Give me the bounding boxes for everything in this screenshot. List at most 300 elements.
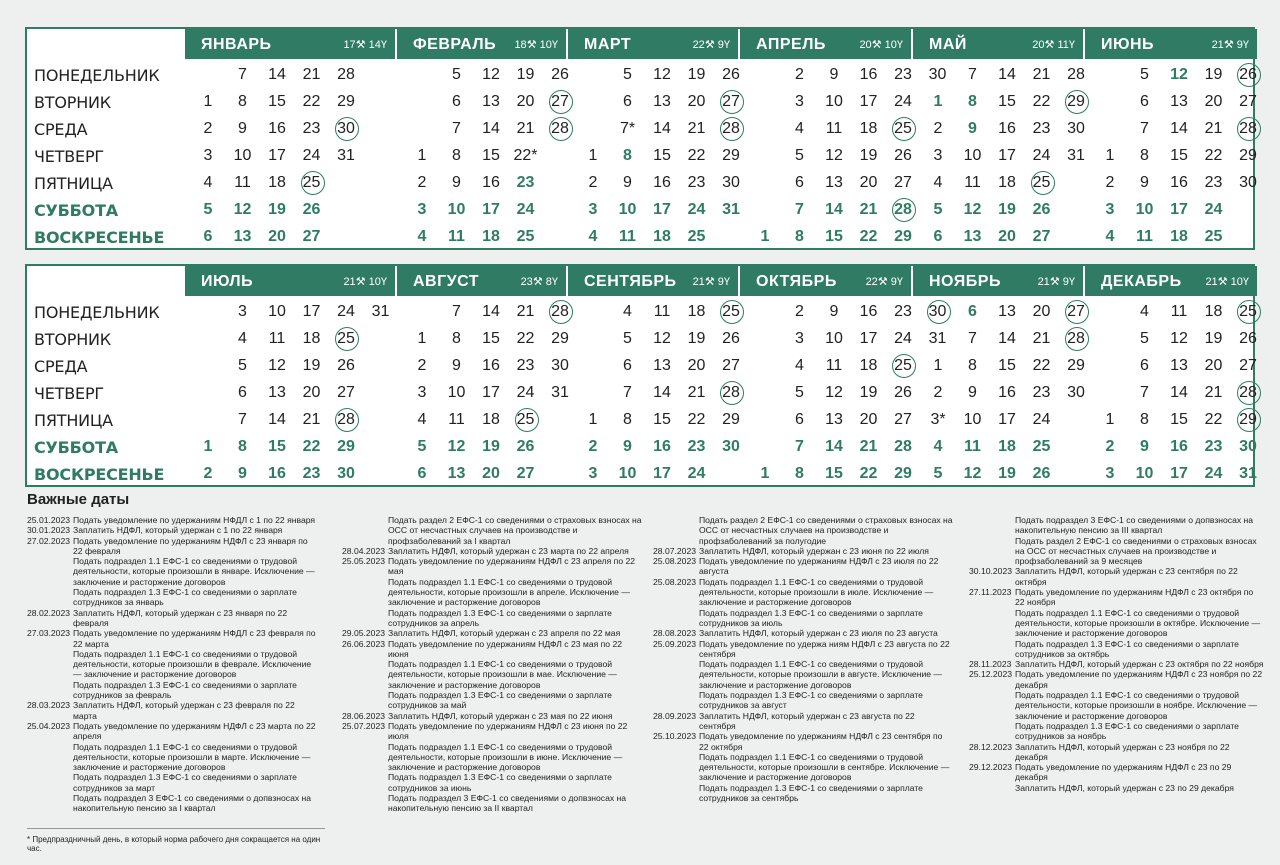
calendar-day: 24 <box>516 384 535 401</box>
entry-date <box>653 690 699 711</box>
off-days-number: 9 <box>1236 39 1243 51</box>
calendar-day: 2 <box>417 357 427 374</box>
important-date-entry <box>342 608 642 629</box>
calendar-day: 29 <box>894 228 912 245</box>
entry-date: 25.09.2023 <box>653 638 697 649</box>
calendar-day: 20 <box>302 384 321 401</box>
calendar-day: 16 <box>859 303 878 320</box>
calendar-day: 27 <box>337 384 355 401</box>
entry-text: Подать раздел 2 ЕФС-1 со сведениями о страховых взносах на ОСС от несчастных случаев на производстве и профзаболеваний за полугодие <box>699 515 953 546</box>
glass-icon: Ү <box>896 39 903 51</box>
hammer-icon: ⚒ <box>1223 39 1234 51</box>
entry-text: Подать подраздел 1.1 ЕФС-1 со сведениями о трудовой деятельности, которые произошли в апреле. Исключение — заключение и расторжение договоров <box>388 576 630 608</box>
entry-date <box>969 536 1015 567</box>
entry-text: Заплатить НДФЛ, который удержан с 23 февраля по 22 марта <box>73 700 295 721</box>
entry-text: Подать уведомление по удержаниям НДФЛ с 23 октября по 22 ноября <box>1015 587 1254 608</box>
calendar-day: 13 <box>653 357 671 374</box>
calendar-day: 26 <box>337 357 355 374</box>
calendar-day: 12 <box>447 438 466 455</box>
off-days-number: 9 <box>717 276 724 288</box>
entry-date <box>342 742 388 773</box>
calendar-day: 3 <box>795 330 804 347</box>
calendar-day: 4 <box>795 357 804 374</box>
calendar-day: 30 <box>923 302 953 322</box>
calendar-day: 25 <box>1027 173 1057 193</box>
entry-date <box>969 690 1015 721</box>
calendar-day: 26 <box>302 201 321 218</box>
calendar-day: 5 <box>623 66 632 83</box>
entry-date <box>969 721 1015 742</box>
calendar-day: 27 <box>545 92 575 112</box>
calendar-day: 16 <box>1170 438 1188 455</box>
important-date-entry <box>969 659 1264 669</box>
calendar-day: 30 <box>928 66 947 83</box>
calendar-day: 15 <box>268 93 286 110</box>
calendar-day: 20 <box>1032 303 1051 320</box>
calendar-day: 2 <box>795 303 804 320</box>
entry-date <box>969 515 1015 536</box>
calendar-day: 5 <box>452 66 461 83</box>
weekday-label: ВОСКРЕСЕНЬЕ <box>34 228 165 247</box>
calendar-day: 27 <box>516 465 535 482</box>
entry-date <box>27 793 73 814</box>
month-header <box>185 29 395 59</box>
important-date-entry <box>969 515 1264 536</box>
calendar-day: 8 <box>968 357 977 374</box>
calendar-day: 12 <box>482 66 500 83</box>
calendar-day: 24 <box>1032 147 1051 164</box>
important-date-entry <box>342 659 642 690</box>
entry-date: 28.12.2023 <box>969 741 1013 752</box>
calendar-day: 19 <box>1204 66 1223 83</box>
entry-text: Подать уведомление по удержаниям НДФЛ с 23 ноября по 22 декабря <box>1015 669 1263 690</box>
important-date-entry <box>342 690 642 711</box>
calendar-day: 9 <box>623 174 632 191</box>
important-date-entry <box>342 793 642 814</box>
weekday-label: СУББОТА <box>34 438 118 457</box>
calendar-day: 20 <box>859 174 878 191</box>
calendar-day: 10 <box>618 465 637 482</box>
calendar-day: 15 <box>998 93 1016 110</box>
calendar-day: 5 <box>417 438 427 455</box>
work-days-count <box>343 275 387 288</box>
important-date-entry <box>969 721 1264 742</box>
calendar-day: 12 <box>963 201 982 218</box>
important-date-entry <box>27 649 317 680</box>
important-date-entry <box>653 556 953 577</box>
important-date-entry <box>27 700 317 721</box>
entry-date: 28.11.2023 <box>969 659 1012 670</box>
calendar-day: 18 <box>1204 303 1223 320</box>
month-header <box>397 29 566 59</box>
calendar-day: 18 <box>302 330 321 347</box>
calendar-day: 16 <box>482 357 500 374</box>
calendar-day: 9 <box>968 384 977 401</box>
calendar-day: 18 <box>653 228 671 245</box>
important-date-entry <box>27 721 317 742</box>
calendar-day: 28 <box>545 119 575 139</box>
month-name: ОКТЯБРЬ <box>756 273 837 290</box>
calendar-day: 11 <box>619 228 636 245</box>
calendar-day: 20 <box>482 465 500 482</box>
calendar-day: 21 <box>516 120 535 137</box>
important-date-entry <box>969 587 1264 608</box>
calendar-day: 7 <box>795 201 804 218</box>
calendar-block <box>25 264 1255 487</box>
work-days-number: 21 <box>343 276 356 288</box>
calendar-day: 4 <box>795 120 804 137</box>
important-date-entry <box>27 608 317 629</box>
calendar-day: 25 <box>888 119 918 139</box>
calendar-day: 18 <box>859 357 878 374</box>
calendar-day: 15 <box>482 330 500 347</box>
calendar-day: 24 <box>894 93 912 110</box>
calendar-day: 18 <box>998 174 1016 191</box>
entry-date: 28.03.2023 <box>27 700 71 711</box>
entry-text: Подать подраздел 1.1 ЕФС-1 со сведениями о трудовой деятельности, которые произошли в январе. Исключение — заключение и расторжение договоров <box>73 556 315 587</box>
month-header <box>913 266 1083 296</box>
important-date-entry <box>342 721 642 742</box>
entry-text: Подать уведомление по удержаниям НДФЛ с 23 сентября по 22 октября <box>699 731 943 752</box>
entry-date <box>342 577 388 608</box>
calendar-day: 18 <box>268 174 286 191</box>
hammer-icon: ⚒ <box>1049 276 1060 288</box>
calendar-day: 7 <box>452 303 461 320</box>
calendar-day: 28 <box>888 200 918 220</box>
entry-date: 27.11.2023 <box>969 587 1012 598</box>
calendar-day: 19 <box>859 147 878 164</box>
entry-date: 29.05.2023 <box>342 628 386 639</box>
calendar-day: 22 <box>302 438 321 455</box>
calendar-day: 17 <box>998 411 1016 428</box>
calendar-day: 1 <box>417 330 427 347</box>
calendar-day: 11 <box>448 411 465 428</box>
calendar-day: 24 <box>894 330 912 347</box>
entry-date <box>653 515 699 546</box>
important-date-entry <box>27 525 317 535</box>
work-days-number: 18 <box>514 39 527 51</box>
calendar-day: 10 <box>1135 465 1154 482</box>
entry-text: Заплатить НДФЛ, который удержан с 23 ноября по 22 декабря <box>1015 741 1230 762</box>
calendar-day: 7 <box>1140 120 1149 137</box>
calendar-day: 9 <box>238 120 247 137</box>
weekday-label: СУББОТА <box>34 201 118 220</box>
calendar-day: 28 <box>894 438 912 455</box>
calendar-day: 2 <box>1105 438 1115 455</box>
calendar-day: 28 <box>337 66 355 83</box>
important-date-entry <box>342 556 642 577</box>
important-date-entry <box>969 536 1264 567</box>
calendar-day: 11 <box>1136 228 1153 245</box>
calendar-day: 4 <box>417 228 427 245</box>
calendar-day: 30 <box>1239 174 1257 191</box>
month-name: АПРЕЛЬ <box>756 36 826 53</box>
month-header <box>740 29 911 59</box>
work-days-count <box>866 275 903 288</box>
calendar-day: 10 <box>618 201 637 218</box>
important-date-entry <box>342 639 642 660</box>
work-days-count <box>343 38 387 51</box>
entry-text: Подать подраздел 1.1 ЕФС-1 со сведениями о трудовой деятельности, которые произошли в марте. Исключение — заключение и расторжение договоров <box>73 741 311 773</box>
calendar-day: 23 <box>1204 438 1223 455</box>
calendar-day: 21 <box>1032 330 1051 347</box>
entry-text: Подать подраздел 1.3 ЕФС-1 со сведениями о зарплате сотрудников за февраль <box>73 679 297 701</box>
calendar-day: 20 <box>859 411 878 428</box>
calendar-day: 13 <box>233 228 252 245</box>
calendar-day: 1 <box>417 147 427 164</box>
calendar-day: 21 <box>302 66 321 83</box>
calendar-day: 3 <box>933 147 943 164</box>
calendar-day: 26 <box>551 66 569 83</box>
hammer-icon: ⚒ <box>355 39 366 51</box>
calendar-day: 30 <box>1239 438 1257 455</box>
calendar-day: 10 <box>268 303 286 320</box>
calendar-day: 12 <box>1170 330 1188 347</box>
calendar-day: 20 <box>268 228 286 245</box>
entry-text: Подать подраздел 1.3 ЕФС-1 со сведениями о зарплате сотрудников за май <box>388 690 612 711</box>
calendar-day: 18 <box>1170 228 1188 245</box>
entry-date <box>342 608 388 629</box>
calendar-day: 5 <box>795 384 804 401</box>
entry-text: Подать подраздел 1.3 ЕФС-1 со сведениями о зарплате сотрудников за июль <box>699 607 923 628</box>
calendar-day: 18 <box>482 411 500 428</box>
calendar-day: 6 <box>1140 93 1149 110</box>
calendar-day: 29 <box>722 147 740 164</box>
entry-date <box>342 690 388 711</box>
calendar-day: 25 <box>511 410 541 430</box>
calendar-day: 7 <box>238 411 247 428</box>
calendar-day: 26 <box>1239 330 1257 347</box>
calendar-day: 7 <box>795 438 804 455</box>
calendar-day: 6 <box>795 411 804 428</box>
calendar-day: 18 <box>482 228 500 245</box>
calendar-day: 29 <box>1233 410 1263 430</box>
glass-icon: Ү <box>723 39 730 51</box>
hammer-icon: ⚒ <box>871 39 882 51</box>
calendar-day: 22* <box>513 147 538 164</box>
calendar-day: 22 <box>1204 147 1223 164</box>
entry-text: Подать уведомление по удержаниям НДФЛ с 23 мая по 22 июня <box>388 638 623 659</box>
calendar-day: 24 <box>687 201 706 218</box>
entry-date <box>27 649 73 680</box>
work-days-number: 20 <box>859 39 872 51</box>
calendar-day: 26 <box>1032 465 1051 482</box>
calendar-day: 9 <box>968 120 977 137</box>
important-dates-column <box>653 515 953 803</box>
month-header <box>568 266 738 296</box>
calendar-day: 27 <box>894 174 912 191</box>
calendar-day: 29 <box>1239 147 1257 164</box>
important-date-entry <box>653 608 953 629</box>
calendar-day: 10 <box>447 201 466 218</box>
entry-text: Заплатить НДФЛ, который удержан с 23 января по 22 февраля <box>73 607 288 628</box>
off-days-number: 9 <box>1062 276 1069 288</box>
calendar-day: 27 <box>894 411 912 428</box>
calendar-day: 4 <box>1105 228 1115 245</box>
calendar-day: 28 <box>545 302 575 322</box>
calendar-day: 27 <box>1061 302 1091 322</box>
calendar-day: 8 <box>968 93 977 110</box>
entry-date <box>342 793 388 814</box>
calendar-day: 10 <box>447 384 466 401</box>
calendar-day: 3 <box>795 93 804 110</box>
calendar-day: 9 <box>829 66 839 83</box>
calendar-day: 11 <box>964 174 981 191</box>
calendar-day: 2 <box>1105 174 1115 191</box>
entry-date: 26.06.2023 <box>342 638 386 649</box>
entry-date <box>653 783 699 804</box>
calendar-day: 24 <box>1204 465 1223 482</box>
calendar-day: 18 <box>687 303 706 320</box>
hammer-icon: ⚒ <box>532 276 543 288</box>
entry-date: 25.07.2023 <box>342 720 386 731</box>
entry-text: Подать подраздел 1.1 ЕФС-1 со сведениями о трудовой деятельности, которые произошли в феврале. Исключение — заключение и расторжение договоров <box>73 648 312 680</box>
calendar-day: 1 <box>933 357 943 374</box>
entry-date <box>653 752 699 783</box>
entry-date: 28.08.2023 <box>653 628 697 639</box>
month-name: АВГУСТ <box>413 273 480 290</box>
calendar-day: 26 <box>1233 65 1263 85</box>
calendar-day: 28 <box>1067 66 1085 83</box>
entry-date: 28.06.2023 <box>342 710 386 721</box>
calendar-day: 16 <box>653 438 671 455</box>
calendar-day: 13 <box>653 93 671 110</box>
calendar-day: 16 <box>268 120 286 137</box>
work-days-number: 17 <box>343 39 356 51</box>
calendar-day: 13 <box>825 411 843 428</box>
important-date-entry <box>653 711 953 732</box>
entry-text: Подать подраздел 1.1 ЕФС-1 со сведениями о трудовой деятельности, которые произошли в ноябре. Исключение — заключение и расторжение договоров <box>1015 690 1258 721</box>
calendar-day: 3* <box>930 411 946 428</box>
calendar-day: 29 <box>337 438 355 455</box>
calendar-day: 12 <box>233 201 252 218</box>
calendar-day: 29 <box>337 93 355 110</box>
month-name: СЕНТЯБРЬ <box>584 273 677 290</box>
work-days-count <box>521 275 558 288</box>
calendar-day: 14 <box>653 384 671 401</box>
entry-date <box>27 556 73 587</box>
calendar-day: 19 <box>998 465 1016 482</box>
calendar-day: 21 <box>1032 66 1051 83</box>
important-date-entry <box>342 577 642 608</box>
calendar-day: 24 <box>302 147 321 164</box>
calendar-day: 1 <box>203 438 213 455</box>
glass-icon: Ү <box>1242 276 1249 288</box>
calendar-day: 9 <box>452 174 461 191</box>
calendar-day: 5 <box>795 147 804 164</box>
calendar-day: 25 <box>1233 302 1263 322</box>
calendar-day: 23 <box>302 465 321 482</box>
entry-text: Подать подраздел 1.1 ЕФС-1 со сведениями о трудовой деятельности, которые произошли в июне. Исключение — заключение и расторжение договоров <box>388 741 623 773</box>
calendar-day: 23 <box>687 438 706 455</box>
calendar-day: 14 <box>998 66 1016 83</box>
calendar-day: 31 <box>722 201 740 218</box>
entry-text: Подать уведомление по удержаниям НДФЛ с 23 января по 22 февраля <box>73 535 308 556</box>
entry-text: Заплатить НДФЛ, который удержан с 1 по 22 января <box>73 525 283 536</box>
calendar-day: 24 <box>687 465 706 482</box>
entry-text: Заплатить НДФЛ, который удержан с 23 октября по 22 ноября <box>1015 659 1264 670</box>
calendar-day: 26 <box>894 147 912 164</box>
important-date-entry <box>653 690 953 711</box>
calendar-day: 8 <box>795 465 804 482</box>
calendar-day: 11 <box>825 357 843 374</box>
month-header <box>1085 29 1257 59</box>
calendar-day: 24 <box>337 303 355 320</box>
month-header <box>913 29 1083 59</box>
calendar-day: 1 <box>1105 147 1115 164</box>
glass-icon: Ү <box>1068 39 1075 51</box>
calendar-day: 14 <box>825 201 843 218</box>
calendar-day: 13 <box>1170 93 1188 110</box>
calendar-day: 4 <box>933 174 943 191</box>
calendar-day: 24 <box>516 201 535 218</box>
calendar-day: 30 <box>337 465 355 482</box>
hammer-icon: ⚒ <box>355 276 366 288</box>
hammer-icon: ⚒ <box>1217 276 1228 288</box>
calendar-day: 20 <box>1204 93 1223 110</box>
calendar-day: 15 <box>825 465 843 482</box>
calendar-day: 13 <box>963 228 982 245</box>
calendar-day: 26 <box>722 66 740 83</box>
calendar-day: 17 <box>653 201 671 218</box>
off-days-number: 10 <box>1230 276 1243 288</box>
calendar-day: 29 <box>1067 357 1085 374</box>
entry-text: Заплатить НДФЛ, который удержан с 23 июня по 22 июля <box>699 545 929 556</box>
important-date-entry <box>969 742 1264 763</box>
calendar-day: 2 <box>203 120 213 137</box>
calendar-day: 30 <box>1067 384 1085 401</box>
calendar-day: 2 <box>795 66 804 83</box>
important-date-entry <box>27 680 317 701</box>
glass-icon: Ү <box>1068 276 1075 288</box>
calendar-day: 31 <box>337 147 355 164</box>
calendar-day: 1 <box>588 147 598 164</box>
calendar-day: 20 <box>687 93 706 110</box>
calendar-day: 6 <box>238 384 247 401</box>
calendar-day: 11 <box>1170 303 1188 320</box>
calendar-day: 3 <box>1105 465 1115 482</box>
calendar-day: 19 <box>1204 330 1223 347</box>
calendar-day: 3 <box>1105 201 1115 218</box>
calendar-day: 12 <box>963 465 982 482</box>
entry-text: Подать уведомление по удержаниям НДФЛ с 23 марта по 22 апреля <box>73 720 316 742</box>
entry-date: 30.10.2023 <box>969 566 1013 577</box>
entry-date <box>27 772 73 793</box>
calendar-day: 19 <box>998 201 1016 218</box>
calendar-day: 29 <box>894 465 912 482</box>
hammer-icon: ⚒ <box>526 39 537 51</box>
calendar-day: 23 <box>687 174 706 191</box>
entry-text: Заплатить НДФЛ, который удержан с 23 мая по 22 июня <box>388 710 613 721</box>
important-date-entry <box>342 628 642 638</box>
month-name: ЯНВАРЬ <box>201 36 272 53</box>
calendar-day: 31 <box>1067 147 1085 164</box>
important-date-entry <box>653 546 953 556</box>
calendar-day: 7 <box>968 330 977 347</box>
calendar-day: 23 <box>516 174 535 191</box>
entry-date: 28.04.2023 <box>342 545 386 556</box>
calendar-day: 10 <box>825 93 843 110</box>
calendar-day: 14 <box>998 330 1016 347</box>
calendar-day: 21 <box>859 201 878 218</box>
calendar-day: 12 <box>268 357 286 374</box>
calendar-day: 13 <box>825 174 843 191</box>
glass-icon: Ү <box>380 39 387 51</box>
important-date-entry <box>969 669 1264 690</box>
important-date-entry <box>969 690 1264 721</box>
calendar-day: 19 <box>687 330 706 347</box>
calendar-day: 23 <box>302 120 321 137</box>
